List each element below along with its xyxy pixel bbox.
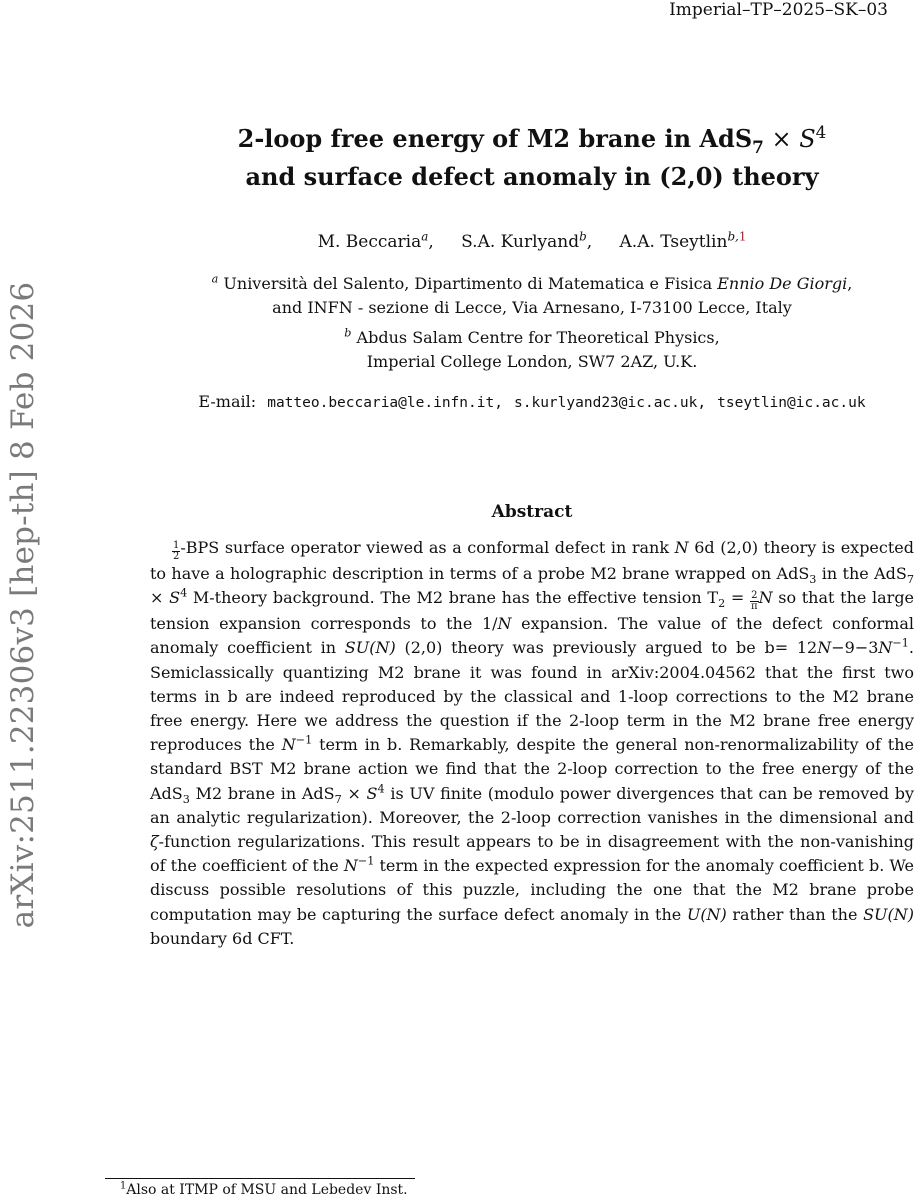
footnote-divider xyxy=(105,1178,415,1179)
email-kurlyand[interactable]: s.kurlyand23@ic.ac.uk, xyxy=(514,395,707,411)
title-line-1: 2-loop free energy of M2 brane in $AdS_7 \times S^4$ xyxy=(237,122,827,157)
email-tseytlin[interactable]: tseytlin@ic.ac.uk xyxy=(717,395,866,411)
paper-title xyxy=(150,120,914,195)
email-beccaria[interactable]: matteo.beccaria@le.infn.it, xyxy=(267,395,503,411)
arxiv-id-text: arXiv:2511.22306v3 [hep-th] 8 Feb 2026 xyxy=(5,281,41,929)
abstract-text: $\frac{1}{2}$ -BPS surface operator viewed as a conformal defect in rank N 6d (2,0) theory is expected to have a holographic description in terms of a probe M2 brane wrapped on AdS$_3$ in the $AdS_7 \times S^4$ M-theory background. The M2 brane has the effective tension $T_2$ = $\frac{2}{\pi}$ N so that the large tension expansion corresponds to the 1/N expansion. The value of the defect conformal anomaly coefficient in SU(N) (2,0) theory was previously argued to be $b= 12N-9-3N^{-1}$. Semiclassically quantizing M2 brane it was found in arXiv:2004.04562 that the first two terms in b are indeed reproduced by the classical and 1-loop corrections to the M2 brane free energy. Here we address the question if the 2-loop term in the M2 brane free energy reproduces the $N^{-1}$ term in b. Remarkably, despite the general non-renormalizability of the standard BST M2 brane action we find that the 2-loop correction to the free energy of the AdS$_3$ M2 brane in $AdS_7 \times S^4$ is UV finite (modulo power divergences that can be removed by an analytic regularization). Moreover, the 2-loop correction vanishes in the dimensional and ζ-function regularizations. This result appears to be in disagreement with the non-vanishing of the coefficient of the $N^{-1}$ term in the expected expression for the anomaly coefficient b. We discuss possible resolutions of this puzzle, including the one that the M2 brane probe computation may be capturing the surface defect anomaly in the U(N) rather than the SU(N) boundary 6d CFT. xyxy=(150,538,914,948)
email-line xyxy=(150,392,914,411)
author-list xyxy=(150,229,914,252)
arxiv-side-stamp xyxy=(0,270,46,940)
footnote: $^1$Also at ITMP of MSU and Lebedev Inst. xyxy=(120,1180,408,1198)
author-kurlyand: S.A. Kurlyand$^b$, xyxy=(461,229,593,252)
author-tseytlin: A.A. Tseytlin$^{b,1}$ xyxy=(619,229,747,252)
half-fraction: $\frac{1}{2}$ xyxy=(173,540,180,562)
affiliation-b: $^b$ Abdus Salam Centre for Theoretical Physics, Imperial College London, SW7 2AZ, U.K. xyxy=(344,326,720,371)
affiliation-a: $^a$ Università del Salento, Dipartimento di Matematica e Fisica Ennio De Giorgi, and INFN - sezione di Lecce, Via Arnesano, I-73100 Lecce, Italy xyxy=(211,272,853,317)
report-number: Imperial–TP–2025–SK–03 xyxy=(669,0,888,20)
author-beccaria: M. Beccaria$^a$, xyxy=(317,229,434,252)
two-over-pi-fraction: $\frac{2}{\pi}$ xyxy=(750,590,758,613)
footnote-link[interactable]: 1 xyxy=(738,229,747,244)
title-line-2: and surface defect anomaly in (2,0) theory xyxy=(245,162,819,191)
email-label: E-mail: xyxy=(198,392,257,411)
abstract-heading: Abstract xyxy=(491,502,573,522)
